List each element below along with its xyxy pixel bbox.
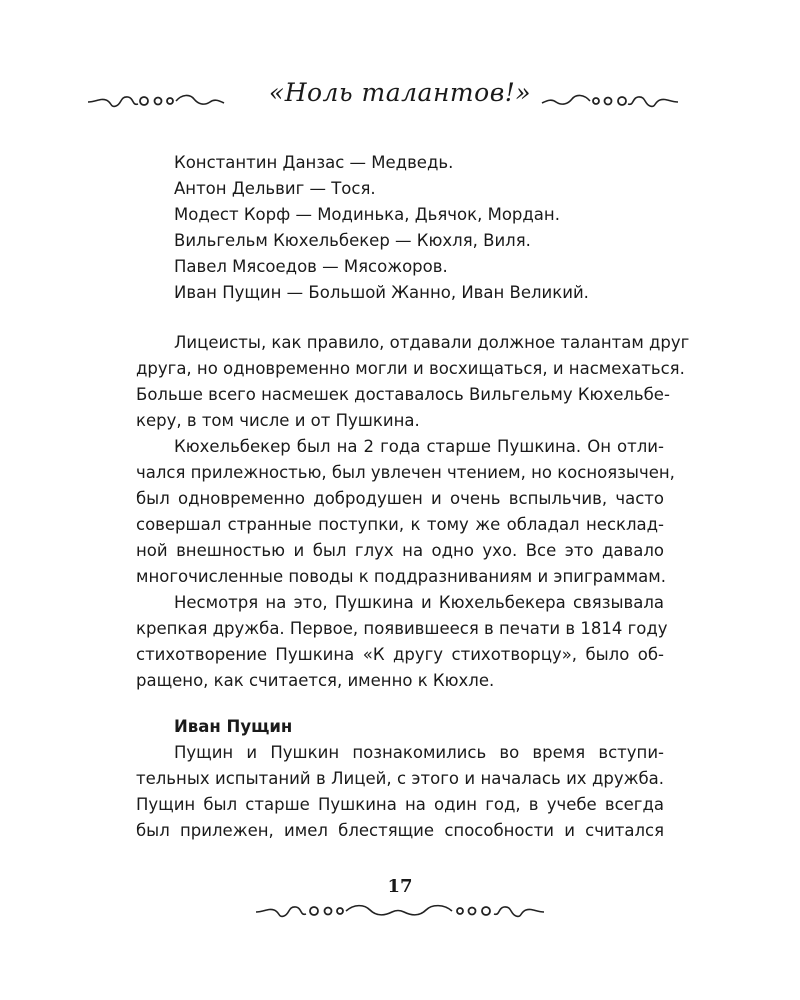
section-heading: Иван Пущин [174, 717, 293, 736]
paragraph [136, 434, 675, 590]
paragraph [136, 330, 690, 434]
running-head: «Ноль талантов!» [268, 78, 532, 107]
text-line: ращено, как считается, именно к Кюхле. [136, 671, 495, 690]
text-line: тельных испытаний в Лицей, с этого и началась их дружба. [136, 769, 664, 788]
footer-ornament [254, 896, 546, 924]
list-item: Антон Дельвиг — Тося. [174, 179, 376, 198]
text-line: Кюхельбекер был на 2 года старше Пушкина. Он отли- [174, 437, 664, 456]
text-line: Больше всего насмешек доставалось Вильгельму Кюхельбе- [136, 385, 670, 404]
list-item: Иван Пущин — Большой Жанно, Иван Великий. [174, 283, 589, 302]
text-line: был одновременно добродушен и очень вспыльчив, часто [136, 489, 664, 508]
text-line: Пущин был старше Пушкина на один год, в учебе всегда [136, 795, 664, 814]
section-ivan-pushchin [136, 714, 664, 844]
text-line: Несмотря на это, Пушкина и Кюхельбекера связывала [174, 593, 664, 612]
list-item: Константин Данзас — Медведь. [174, 153, 454, 172]
nicknames-list [136, 150, 664, 306]
list-item: Вильгельм Кюхельбекер — Кюхля, Виля. [174, 231, 531, 250]
text-line: Пущин и Пушкин познакомились во время вступи- [174, 743, 664, 762]
text-line: чался прилежностью, был увлечен чтением, но косноязычен, [136, 463, 675, 482]
paragraph [136, 590, 668, 694]
text-line: совершал странные поступки, к тому же обладал несклад- [136, 515, 664, 534]
header-left-ornament [86, 84, 226, 114]
text-line: керу, в том числе и от Пушкина. [136, 411, 420, 430]
body-text [136, 330, 690, 694]
text-line: друга, но одновременно могли и восхищаться, и насмехаться. [136, 359, 685, 378]
page-number: 17 [387, 876, 413, 897]
text-line: крепкая дружба. Первое, появившееся в печати в 1814 году [136, 619, 668, 638]
list-item: Модест Корф — Модинька, Дьячок, Мордан. [174, 205, 560, 224]
header-right-ornament [540, 84, 680, 114]
text-line: многочисленные поводы к поддразниваниям и эпиграммам. [136, 567, 666, 586]
text-line: ной внешностью и был глух на одно ухо. Все это давало [136, 541, 664, 560]
text-line: стихотворение Пушкина «К другу стихотворцу», было об- [136, 645, 664, 664]
list-item: Павел Мясоедов — Мясожоров. [174, 257, 448, 276]
text-line: был прилежен, имел блестящие способности и считался [136, 821, 664, 840]
text-line: Лицеисты, как правило, отдавали должное талантам друг [174, 333, 690, 352]
